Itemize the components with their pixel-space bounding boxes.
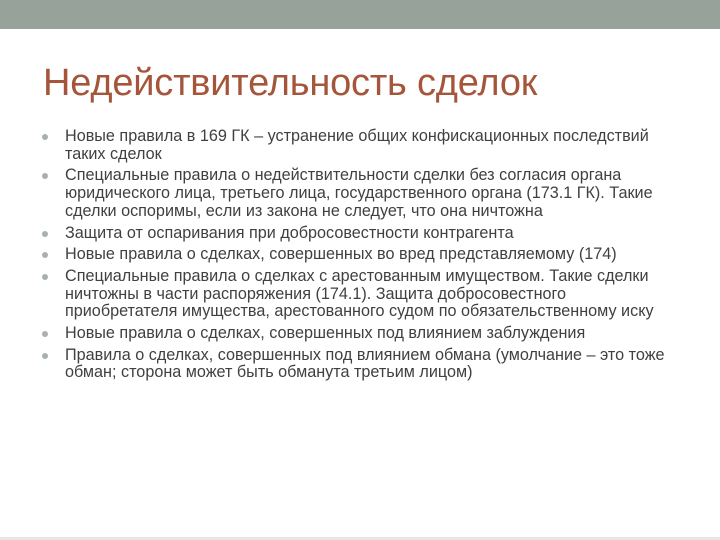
bullet-text: Новые правила в 169 ГК – устранение общих конфискационных последствий таких сделок — [65, 127, 649, 163]
bullet-list — [42, 128, 682, 386]
bullet-dot-icon — [42, 134, 48, 140]
slide-title: Недействительность сделок — [43, 62, 538, 104]
bullet-item — [42, 347, 682, 382]
bullet-text: Новые правила о сделках, совершенных под влиянием заблуждения — [65, 324, 586, 343]
bullet-item — [42, 167, 682, 220]
bullet-item — [42, 246, 682, 264]
top-decorative-bar — [0, 0, 720, 29]
bullet-text: Специальные правила о недействительности сделки без согласия органа юридического лица, третьего лица, государственного органа (173.1 ГК). Такие сделки оспоримы, если из закона не следует, что она ничтожна — [65, 166, 653, 220]
bullet-dot-icon — [42, 274, 48, 280]
bullet-item — [42, 268, 682, 321]
bullet-item — [42, 225, 682, 243]
bullet-text: Правила о сделках, совершенных под влиянием обмана (умолчание – это тоже обман; сторона может быть обманута третьим лицом) — [65, 345, 665, 382]
bullet-dot-icon — [42, 231, 48, 237]
bullet-text: Новые правила о сделках, совершенных во вред представляемому (174) — [65, 245, 617, 264]
bullet-dot-icon — [42, 353, 48, 359]
bullet-item — [42, 128, 682, 163]
bullet-dot-icon — [42, 252, 48, 258]
bullet-dot-icon — [42, 173, 48, 179]
bullet-item — [42, 325, 682, 343]
bullet-text: Специальные правила о сделках с арестованным имуществом. Такие сделки ничтожны в части распоряжения (174.1). Защита добросовестного приобретателя имущества, арестованного судом по обязательственному иску — [65, 266, 654, 321]
bullet-text: Защита от оспаривания при добросовестности контрагента — [65, 223, 514, 242]
bullet-dot-icon — [42, 331, 48, 337]
